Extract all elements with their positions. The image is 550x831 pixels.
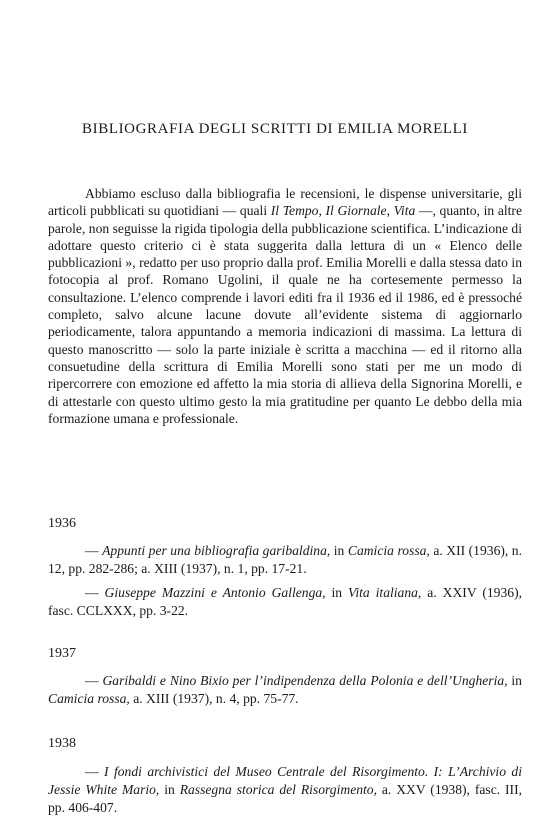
- entry-title: Garibaldi e Nino Bixio per l’indipendenza della Polonia e dell’Ungheria,: [102, 673, 508, 688]
- entry-title: I fondi archivistici del Museo Centrale del Risorgimento. I: L’Archivio di Jessie White Mario,: [48, 764, 522, 797]
- bibliography-entry: [48, 763, 522, 817]
- year-heading: 1937: [48, 646, 76, 661]
- entry-journal: Rassegna storica del Risorgimento,: [179, 782, 377, 797]
- entry-text: [48, 763, 522, 817]
- entry-segment: —: [85, 543, 103, 558]
- entry-segment: a. XIII (1937), n. 4, pp. 75-77.: [129, 691, 299, 706]
- entry-segment: a. XII (1936), n. 12, pp. 282-286; a. XIII (1937), n. 1, pp. 17-21.: [48, 543, 522, 576]
- bibliography-entry: [48, 542, 522, 578]
- intro-segment: —, quanto, in altre parole, non seguisse la rigida tipologia della pubblicazione scientifica. L’indicazione di adottare questo criterio ci è stata suggerita dalla lettura di un « Elenco delle pubblicazioni », redatto per uso proprio dalla prof. Emilia Morelli e dalla stessa dato in fotocopia al prof. Romano Ugolini, il quale ne ha cortesemente permesso la consultazione. L’elenco comprende i lavori editi fra il 1936 ed il 1986, ed è pressoché completo, salvo alcune lacune dovute all’evidente sistema di aggiornarlo periodicamente, talora appuntando a memoria indicazioni di massima. La lettura di questo manoscritto — solo la parte iniziale è scritta a macchina — ed il ritorno alla consuetudine della scrittura di Emilia Morelli sono stati per me un modo di ripercorrere con emozione ed affetto la mia storia di allieva della Signorina Morelli, e di attestarle con questo ultimo gesto la mia gratitudine per quanto Le debbo della mia formazione umana e professionale.: [48, 203, 522, 426]
- entry-text: [48, 584, 522, 620]
- entry-journal: Vita italiana,: [348, 585, 422, 600]
- entry-segment: in: [330, 543, 348, 558]
- year-heading: 1936: [48, 516, 76, 531]
- intro-paragraph: [48, 185, 522, 427]
- bibliography-entry: [48, 672, 522, 708]
- entry-segment: a. XXIV (1936), fasc. CCLXXX, pp. 3-22.: [48, 585, 522, 618]
- intro-segment-italic: Il Tempo, Il Giornale, Vita: [270, 203, 416, 219]
- entry-journal: Camicia rossa,: [48, 691, 130, 706]
- entry-segment: —: [85, 585, 105, 600]
- year-heading: 1938: [48, 736, 76, 751]
- page-title: BIBLIOGRAFIA DEGLI SCRITTI DI EMILIA MORELLI: [82, 121, 468, 137]
- entry-journal: Camicia rossa,: [347, 543, 430, 558]
- entry-segment: in: [159, 782, 180, 797]
- entry-segment: —: [85, 764, 105, 779]
- entry-title: Appunti per una bibliografia garibaldina,: [102, 543, 331, 558]
- entry-segment: —: [85, 673, 103, 688]
- entry-title: Giuseppe Mazzini e Antonio Gallenga,: [104, 585, 326, 600]
- intro-segment: Abbiamo escluso dalla bibliografia le recensioni, le dispense universitarie, gli articoli pubblicati su quotidiani — quali: [48, 186, 522, 219]
- entry-text: [48, 672, 522, 708]
- entry-segment: in: [507, 673, 522, 688]
- entry-segment: in: [325, 585, 349, 600]
- entry-segment: a. XXV (1938), fasc. III, pp. 406-407.: [48, 782, 522, 815]
- bibliography-entry: [48, 584, 522, 620]
- intro-text: [48, 185, 522, 427]
- entry-text: [48, 542, 522, 578]
